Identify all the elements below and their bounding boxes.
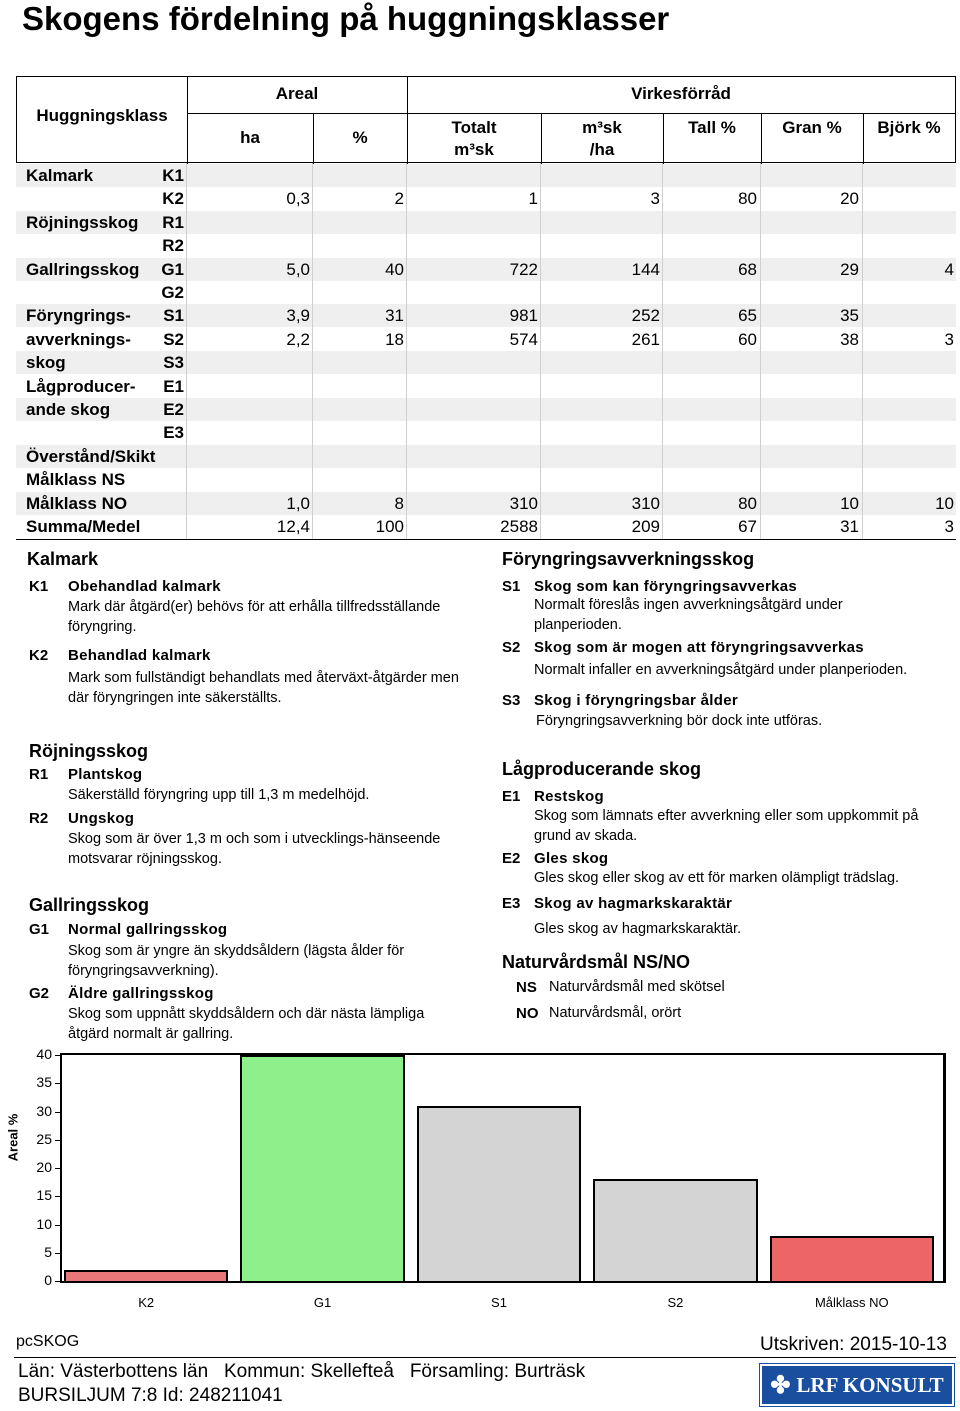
table-bottom-border (16, 539, 956, 540)
legend-desc-r1: Säkerställd föryngring upp till 1,3 m medelhöjd. (68, 787, 370, 803)
table-row (16, 328, 956, 351)
cell-tot: 1 (528, 189, 538, 209)
cell-ha: 12,4 (276, 517, 310, 536)
header-tall: Tall % (688, 118, 736, 137)
header-pct: % (352, 128, 368, 147)
legend-desc-r2: Skog som är över 1,3 m och som i utvecklings-hänseende motsvarar röjningsskog. (68, 831, 441, 867)
legend-code-s3: S3 (502, 692, 521, 709)
row-label: Röjningsskog (26, 212, 139, 232)
row-label: Målklass NO (26, 493, 128, 513)
cell-gran: 29 (840, 259, 859, 279)
legend-title-k2: Behandlad kalmark (68, 647, 211, 664)
software-name: pcSKOG (16, 1333, 80, 1350)
row-code: R2 (162, 236, 184, 256)
cell-bjork: 4 (944, 259, 954, 279)
legend-rojning-heading: Röjningsskog (29, 741, 149, 761)
y-tick-label: 40 (36, 1046, 52, 1062)
legend-code-k1: K1 (29, 578, 49, 595)
cell-ha: 1,0 (286, 493, 310, 513)
cell-tot: 574 (509, 329, 538, 349)
bar-5 (770, 1236, 934, 1281)
legend-foryngring-heading: Föryngringsavverkningsskog (502, 549, 755, 569)
bar-chart (60, 1053, 946, 1283)
cell-bjork: 3 (944, 517, 954, 536)
legend-desc-k1: Mark där åtgärd(er) behövs för att erhålla tillfredsställande föryngring. (68, 599, 441, 635)
bar-4 (593, 1179, 757, 1281)
y-tick-label: 0 (44, 1272, 52, 1288)
row-code: G2 (161, 283, 184, 302)
y-tick-label: 5 (44, 1243, 52, 1260)
cell-gran: 10 (840, 493, 859, 513)
legend-title-e1: Restskog (534, 788, 604, 805)
cell-tot: 722 (509, 259, 538, 279)
legend-gallring-heading: Gallringsskog (29, 895, 150, 915)
legend-code-e1: E1 (502, 788, 521, 805)
table-row (16, 164, 956, 187)
cell-m3ha: 310 (631, 493, 660, 513)
cell-m3ha: 209 (631, 517, 660, 536)
legend-code-g2: G2 (29, 985, 50, 1002)
legend-desc-s3: Föryngringsavverkning bör dock inte utföras. (536, 713, 823, 729)
footer-property: BURSILJUM 7:8 Id: 248211041 (18, 1385, 283, 1406)
legend-natur-heading: Naturvårdsmål NS/NO (502, 952, 691, 972)
footer-location: Län: Västerbottens län Kommun: Skellefteå Församling: Burträsk (18, 1361, 586, 1382)
row-code: S1 (163, 306, 184, 326)
legend-title-k1: Obehandlad kalmark (68, 578, 221, 595)
header-gran: Gran % (782, 118, 842, 137)
table-row (16, 515, 956, 538)
chart-ylabel: Areal % (5, 1113, 21, 1162)
table-header (16, 76, 956, 163)
row-label: Kalmark (26, 166, 94, 185)
legend-desc-g1: Skog som är yngre än skyddsåldern (lägsta ålder för föryngringsavverkning). (68, 943, 405, 979)
row-code: E3 (163, 423, 184, 443)
legend-desc-g2: Skog som uppnått skyddsåldern och där nästa lämpliga åtgärd normalt är gallring. (68, 1006, 425, 1042)
legend-title-s3: Skog i föryngringsbar ålder (534, 692, 738, 709)
table-row (16, 351, 956, 374)
legend-code-r2: R2 (29, 810, 49, 827)
header-ha: ha (240, 128, 260, 147)
table-row (16, 398, 956, 421)
header-totalt: Totalt m³sk (451, 118, 497, 159)
row-code: K2 (162, 189, 184, 209)
cell-tall: 65 (738, 306, 757, 326)
lrf-konsult-logo: ✤ LRF KONSULT (760, 1364, 954, 1406)
cell-gran: 31 (840, 517, 859, 536)
cell-pct: 100 (375, 517, 404, 536)
footer-divider (14, 1357, 956, 1358)
cell-m3ha: 3 (650, 189, 660, 209)
legend-title-g2: Äldre gallringsskog (68, 985, 214, 1002)
legend-lagprod-heading: Lågproducerande skog (502, 759, 702, 779)
legend-code-ns: NS (516, 979, 537, 996)
cell-m3ha: 144 (631, 259, 660, 279)
legend-title-r2: Ungskog (68, 810, 135, 827)
legend-desc-e2: Gles skog eller skog av ett för marken olämpligt trädslag. (534, 870, 900, 886)
table-row (16, 492, 956, 515)
row-label: Föryngrings- (26, 306, 131, 326)
legend-desc-e3: Gles skog av hagmarkskaraktär. (534, 921, 742, 937)
bar-2 (240, 1055, 404, 1281)
cell-pct: 2 (394, 189, 404, 209)
cell-tot: 2588 (500, 517, 538, 536)
legend-code-r1: R1 (29, 766, 49, 783)
legend-desc-k2: Mark som fullständigt behandlats med återväxt-åtgärder men där föryngringen inte säkerställts. (68, 670, 459, 706)
header-virkesforrad: Virkesförråd (631, 84, 731, 103)
x-tick-label: G1 (313, 1295, 332, 1310)
table-row (16, 468, 956, 491)
legend-code-e2: E2 (502, 850, 521, 867)
legend-title-r1: Plantskog (68, 766, 143, 783)
bar-3 (417, 1106, 581, 1281)
table-row (16, 281, 956, 304)
x-tick-label: S2 (667, 1295, 684, 1310)
row-code: S2 (163, 329, 184, 349)
table-row (16, 375, 956, 398)
table-row (16, 258, 956, 281)
page-title: Skogens fördelning på huggningsklasser (22, 0, 670, 37)
legend-title-e2: Gles skog (534, 850, 609, 867)
cell-tall: 80 (738, 189, 757, 209)
cell-tall: 68 (738, 259, 757, 279)
y-tick-label: 20 (36, 1159, 52, 1175)
header-bjork: Björk % (877, 118, 941, 137)
header-areal: Areal (275, 84, 319, 103)
legend-title-e3: Skog av hagmarkskaraktär (534, 895, 733, 912)
legend-code-g1: G1 (29, 921, 50, 938)
legend-code-s2: S2 (502, 639, 521, 656)
legend-kalmark-heading: Kalmark (27, 549, 99, 569)
table-row (16, 211, 956, 234)
row-label: Målklass NS (26, 470, 126, 490)
legend-code-k2: K2 (29, 647, 49, 664)
legend-desc-no: Naturvårdsmål, orört (549, 1005, 682, 1021)
cell-ha: 3,9 (286, 306, 310, 326)
y-tick-label: 35 (36, 1074, 52, 1091)
cell-pct: 40 (385, 259, 404, 279)
header-m3-per-ha: m³sk /ha (582, 118, 622, 159)
legend-desc-ns: Naturvårdsmål med skötsel (549, 979, 725, 995)
cell-ha: 5,0 (286, 259, 310, 279)
cell-pct: 31 (385, 306, 404, 326)
row-label: Summa/Medel (26, 517, 141, 536)
row-label: Gallringsskog (26, 259, 140, 279)
row-code: R1 (162, 212, 184, 232)
legend-title-s1: Skog som kan föryngringsavverkas (534, 578, 798, 595)
cell-gran: 35 (840, 306, 859, 326)
cell-ha: 2,2 (286, 329, 310, 349)
row-label: avverknings- (26, 329, 131, 349)
print-date: Utskriven: 2015-10-13 (760, 1334, 947, 1355)
clover-icon: ✤ (770, 1372, 791, 1399)
row-label: skog (26, 353, 66, 373)
row-label: Överstånd/Skikt (26, 446, 156, 466)
bar-1 (64, 1270, 228, 1281)
header-huggningsklass: Huggningsklass (36, 106, 168, 125)
legend-desc-s2: Normalt infaller en avverkningsåtgärd under planperioden. (534, 662, 908, 678)
cell-ha: 0,3 (286, 189, 310, 209)
row-code: S3 (163, 353, 184, 373)
legend-desc-e1: Skog som lämnats efter avverkning eller som uppkommit på grund av skada. (534, 808, 919, 844)
row-label: ande skog (26, 400, 111, 419)
cell-tall: 67 (738, 517, 757, 536)
cell-gran: 20 (840, 189, 859, 209)
cell-pct: 18 (385, 329, 404, 349)
y-tick-label: 25 (36, 1130, 52, 1147)
y-tick-label: 30 (36, 1102, 52, 1119)
cell-tot: 981 (509, 306, 538, 326)
row-label: Lågproducer- (26, 376, 136, 396)
table-row (16, 421, 956, 444)
legend-title-g1: Normal gallringsskog (68, 921, 228, 938)
x-tick-label: Målklass NO (814, 1295, 889, 1310)
cell-tall: 80 (738, 493, 757, 513)
cell-tot: 310 (509, 493, 538, 513)
table-row (16, 234, 956, 257)
row-code: K1 (162, 166, 184, 185)
legend-code-no: NO (516, 1005, 539, 1022)
y-tick-label: 10 (36, 1215, 52, 1232)
cell-bjork: 10 (935, 493, 954, 513)
cell-m3ha: 261 (631, 329, 660, 349)
cell-tall: 60 (738, 329, 757, 349)
y-tick-label: 15 (36, 1187, 52, 1204)
x-tick-label: K2 (138, 1295, 155, 1310)
cell-m3ha: 252 (631, 306, 660, 326)
cell-bjork: 3 (944, 329, 954, 349)
legend-title-s2: Skog som är mogen att föryngringsavverkas (534, 639, 864, 656)
row-code: E2 (163, 400, 184, 419)
legend-code-s1: S1 (502, 578, 521, 595)
table-row (16, 187, 956, 210)
row-code: G1 (161, 259, 184, 279)
x-tick-label: S1 (491, 1295, 507, 1310)
table-row (16, 445, 956, 468)
table-row (16, 304, 956, 327)
cell-pct: 8 (394, 493, 404, 513)
legend-desc-s1: Normalt föreslås ingen avverkningsåtgärd under planperioden. (534, 597, 843, 633)
legend-code-e3: E3 (502, 895, 521, 912)
row-code: E1 (163, 376, 184, 396)
cell-gran: 38 (840, 329, 859, 349)
